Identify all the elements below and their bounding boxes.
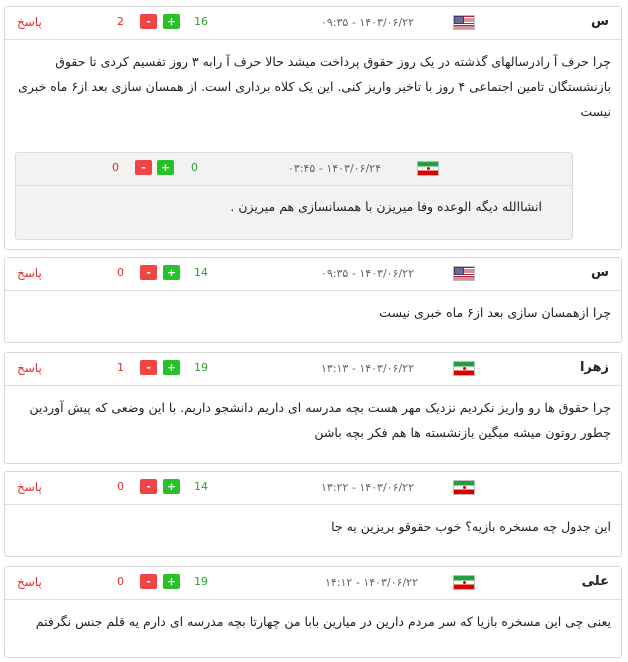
like-count: 19 — [194, 575, 208, 588]
comment-header — [5, 353, 621, 386]
comment-header — [5, 472, 621, 505]
comment-card — [4, 566, 622, 658]
like-count: 19 — [194, 361, 208, 374]
dislike-button[interactable]: - — [140, 360, 157, 375]
reply-link[interactable]: پاسخ — [17, 266, 42, 280]
iran-flag-icon — [417, 161, 439, 176]
dislike-button[interactable]: - — [140, 479, 157, 494]
comment-date: ۱۴۰۳/۰۶/۲۲ - ۱۳:۲۲ — [321, 481, 414, 494]
comment-text: چرا حقوق ها رو واریز نکردیم نزدیک مهر هست بچه مدرسه ای داریم دانشجو داریم. با این وضعی که پیش آوردین چطور روتون میشه میگین بازنشسته ها هم فکر بچه باشن — [29, 400, 611, 440]
reply-link[interactable]: پاسخ — [17, 361, 42, 375]
like-count: 14 — [194, 480, 208, 493]
comment-card — [4, 6, 622, 250]
like-button[interactable]: + — [163, 479, 180, 494]
comment-date: ۱۴۰۳/۰۶/۲۲ - ۰۹:۳۵ — [321, 16, 414, 29]
comment-header — [5, 567, 621, 600]
comment-date: ۱۴۰۳/۰۶/۲۲ - ۰۹:۳۵ — [321, 267, 414, 280]
author-name: زهرا — [579, 360, 609, 375]
us-flag-icon — [453, 15, 475, 30]
like-button[interactable]: + — [163, 14, 180, 29]
dislike-button[interactable]: - — [140, 574, 157, 589]
author-name: س — [591, 265, 609, 280]
like-count: 0 — [191, 161, 198, 174]
reply-link[interactable]: پاسخ — [17, 480, 42, 494]
author-name: س — [591, 14, 609, 29]
dislike-count: 0 — [117, 266, 124, 279]
reply-text: انشاالله دیگه الوعده وفا میریزن با همسانسازی هم میریزن . — [230, 199, 542, 214]
reply-header — [16, 153, 572, 186]
like-button[interactable]: + — [163, 360, 180, 375]
iran-flag-icon — [453, 480, 475, 495]
us-flag-icon — [453, 266, 475, 281]
comment-text: این جدول چه مسخره بازیه؟ خوب حقوقو بریزین یه جا — [331, 519, 611, 534]
dislike-button[interactable]: - — [140, 14, 157, 29]
comment-date: ۱۴۰۳/۰۶/۲۲ - ۱۴:۱۲ — [325, 576, 418, 589]
reply-card — [15, 152, 573, 240]
reply-date: ۱۴۰۳/۰۶/۲۴ - ۰۳:۴۵ — [288, 162, 381, 175]
dislike-count: 0 — [117, 480, 124, 493]
dislike-button[interactable]: - — [135, 160, 152, 175]
dislike-count: 2 — [117, 15, 124, 28]
comment-card — [4, 471, 622, 557]
author-name: علی — [581, 574, 609, 589]
like-count: 14 — [194, 266, 208, 279]
dislike-button[interactable]: - — [140, 265, 157, 280]
dislike-count: 0 — [117, 575, 124, 588]
comment-date: ۱۴۰۳/۰۶/۲۲ - ۱۳:۱۳ — [321, 362, 414, 375]
comment-text: یعنی چی این مسخره بازیا که سر مردم دارین در میارین بابا من چهارتا بچه مدرسه ای دارم یه قلم جنس نگرفتم — [35, 614, 611, 629]
like-button[interactable]: + — [157, 160, 174, 175]
reply-link[interactable]: پاسخ — [17, 15, 42, 29]
like-button[interactable]: + — [163, 265, 180, 280]
like-button[interactable]: + — [163, 574, 180, 589]
comment-header — [5, 7, 621, 40]
comment-text: چرا حرف آ رادرسالهای گذشته در یک روز حقوق پرداخت میشد حالا حرف آ رابه ۳ روز تفسیم کردی تا حقوق بازنشستگان تامین اجتماعی ۴ روز با تاخیر واریز کنی. این یک کلاه برداری است. از همسان سازی بعد از۶ ماه خبری نیست — [18, 54, 611, 119]
dislike-count: 0 — [112, 161, 119, 174]
comment-card — [4, 352, 622, 464]
comment-card — [4, 257, 622, 343]
comment-header — [5, 258, 621, 291]
comment-text: چرا ازهمسان سازی بعد از۶ ماه خبری نیست — [379, 305, 611, 320]
iran-flag-icon — [453, 575, 475, 590]
like-count: 16 — [194, 15, 208, 28]
dislike-count: 1 — [117, 361, 124, 374]
reply-link[interactable]: پاسخ — [17, 575, 42, 589]
iran-flag-icon — [453, 361, 475, 376]
